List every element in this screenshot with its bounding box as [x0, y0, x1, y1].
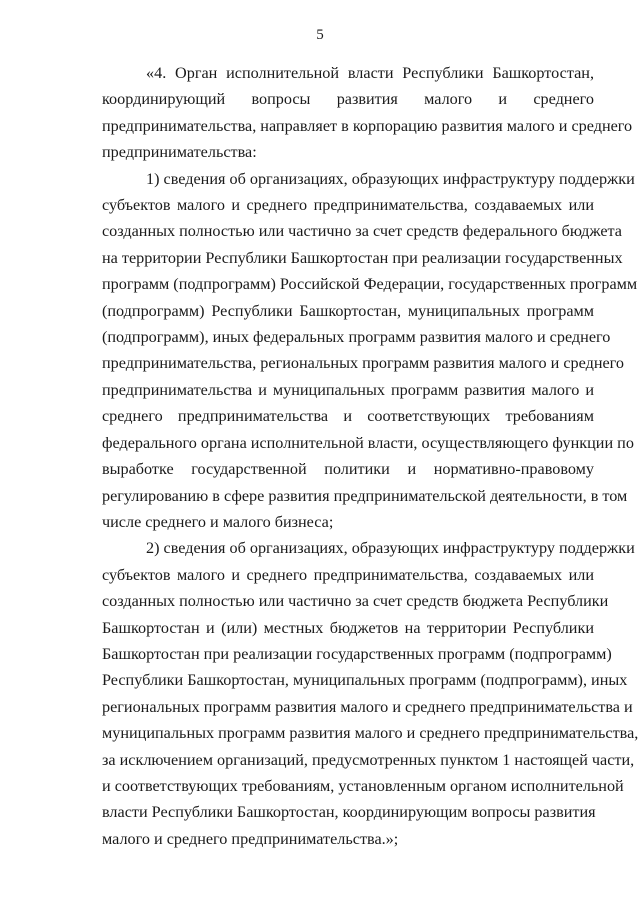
paragraph-item-1	[102, 166, 638, 536]
text-line: и соответствующих требованиям, установленным органом исполнительной	[102, 776, 624, 795]
text-line: регулированию в сфере развития предпринимательской деятельности, в том	[102, 486, 628, 505]
text-line: созданных полностью или частично за счет средств бюджета Республики	[102, 592, 609, 611]
text-line: выработке государственной политики и нормативно-правовому	[102, 460, 594, 479]
text-line: федерального органа исполнительной власти, осуществляющего функции по	[102, 433, 634, 452]
text-line: (подпрограмм), иных федеральных программ развития малого и среднего	[102, 328, 611, 347]
text-line: малого и среднего предпринимательства.»;	[102, 829, 399, 848]
text-line: Башкортостан при реализации государственных программ (подпрограмм)	[102, 644, 612, 663]
paragraph-item-2	[102, 535, 639, 852]
text-line: власти Республики Башкортостан, координирующим вопросы развития	[102, 803, 596, 822]
text-line: муниципальных программ развития малого и среднего предпринимательства,	[102, 724, 639, 743]
text-line: на территории Республики Башкортостан при реализации государственных	[102, 248, 623, 267]
text-line: Башкортостан и (или) местных бюджетов на территории Республики	[102, 618, 594, 637]
document-body	[102, 60, 639, 852]
text-line: Республики Башкортостан, муниципальных программ (подпрограмм), иных	[102, 671, 628, 690]
text-line: предпринимательства, направляет в корпорацию развития малого и среднего	[102, 116, 633, 135]
text-line: программ (подпрограмм) Российской Федерации, государственных программ	[102, 275, 638, 294]
text-line: «4. Орган исполнительной власти Республики Башкортостан,	[146, 64, 594, 82]
text-line: предпринимательства:	[102, 143, 257, 162]
text-line: 2) сведения об организациях, образующих инфраструктуру поддержки	[146, 539, 635, 558]
text-line: (подпрограмм) Республики Башкортостан, муниципальных программ	[102, 301, 594, 320]
paragraph-intro	[102, 60, 633, 166]
text-line: предпринимательства и муниципальных программ развития малого и	[102, 380, 594, 399]
text-line: числе среднего и малого бизнеса;	[102, 512, 334, 531]
page-number: 5	[316, 27, 324, 43]
text-line: среднего предпринимательства и соответствующих требованиям	[102, 407, 594, 426]
text-line: координирующий вопросы развития малого и среднего	[102, 90, 594, 109]
text-line: созданных полностью или частично за счет средств федерального бюджета	[102, 222, 622, 241]
text-line: субъектов малого и среднего предпринимательства, создаваемых или	[102, 196, 594, 215]
text-line: региональных программ развития малого и среднего предпринимательства и	[102, 697, 633, 716]
text-line: за исключением организаций, предусмотренных пунктом 1 настоящей части,	[102, 750, 635, 769]
text-line: субъектов малого и среднего предпринимательства, создаваемых или	[102, 565, 594, 584]
text-line: предпринимательства, региональных программ развития малого и среднего	[102, 354, 624, 373]
text-line: 1) сведения об организациях, образующих инфраструктуру поддержки	[146, 169, 635, 188]
